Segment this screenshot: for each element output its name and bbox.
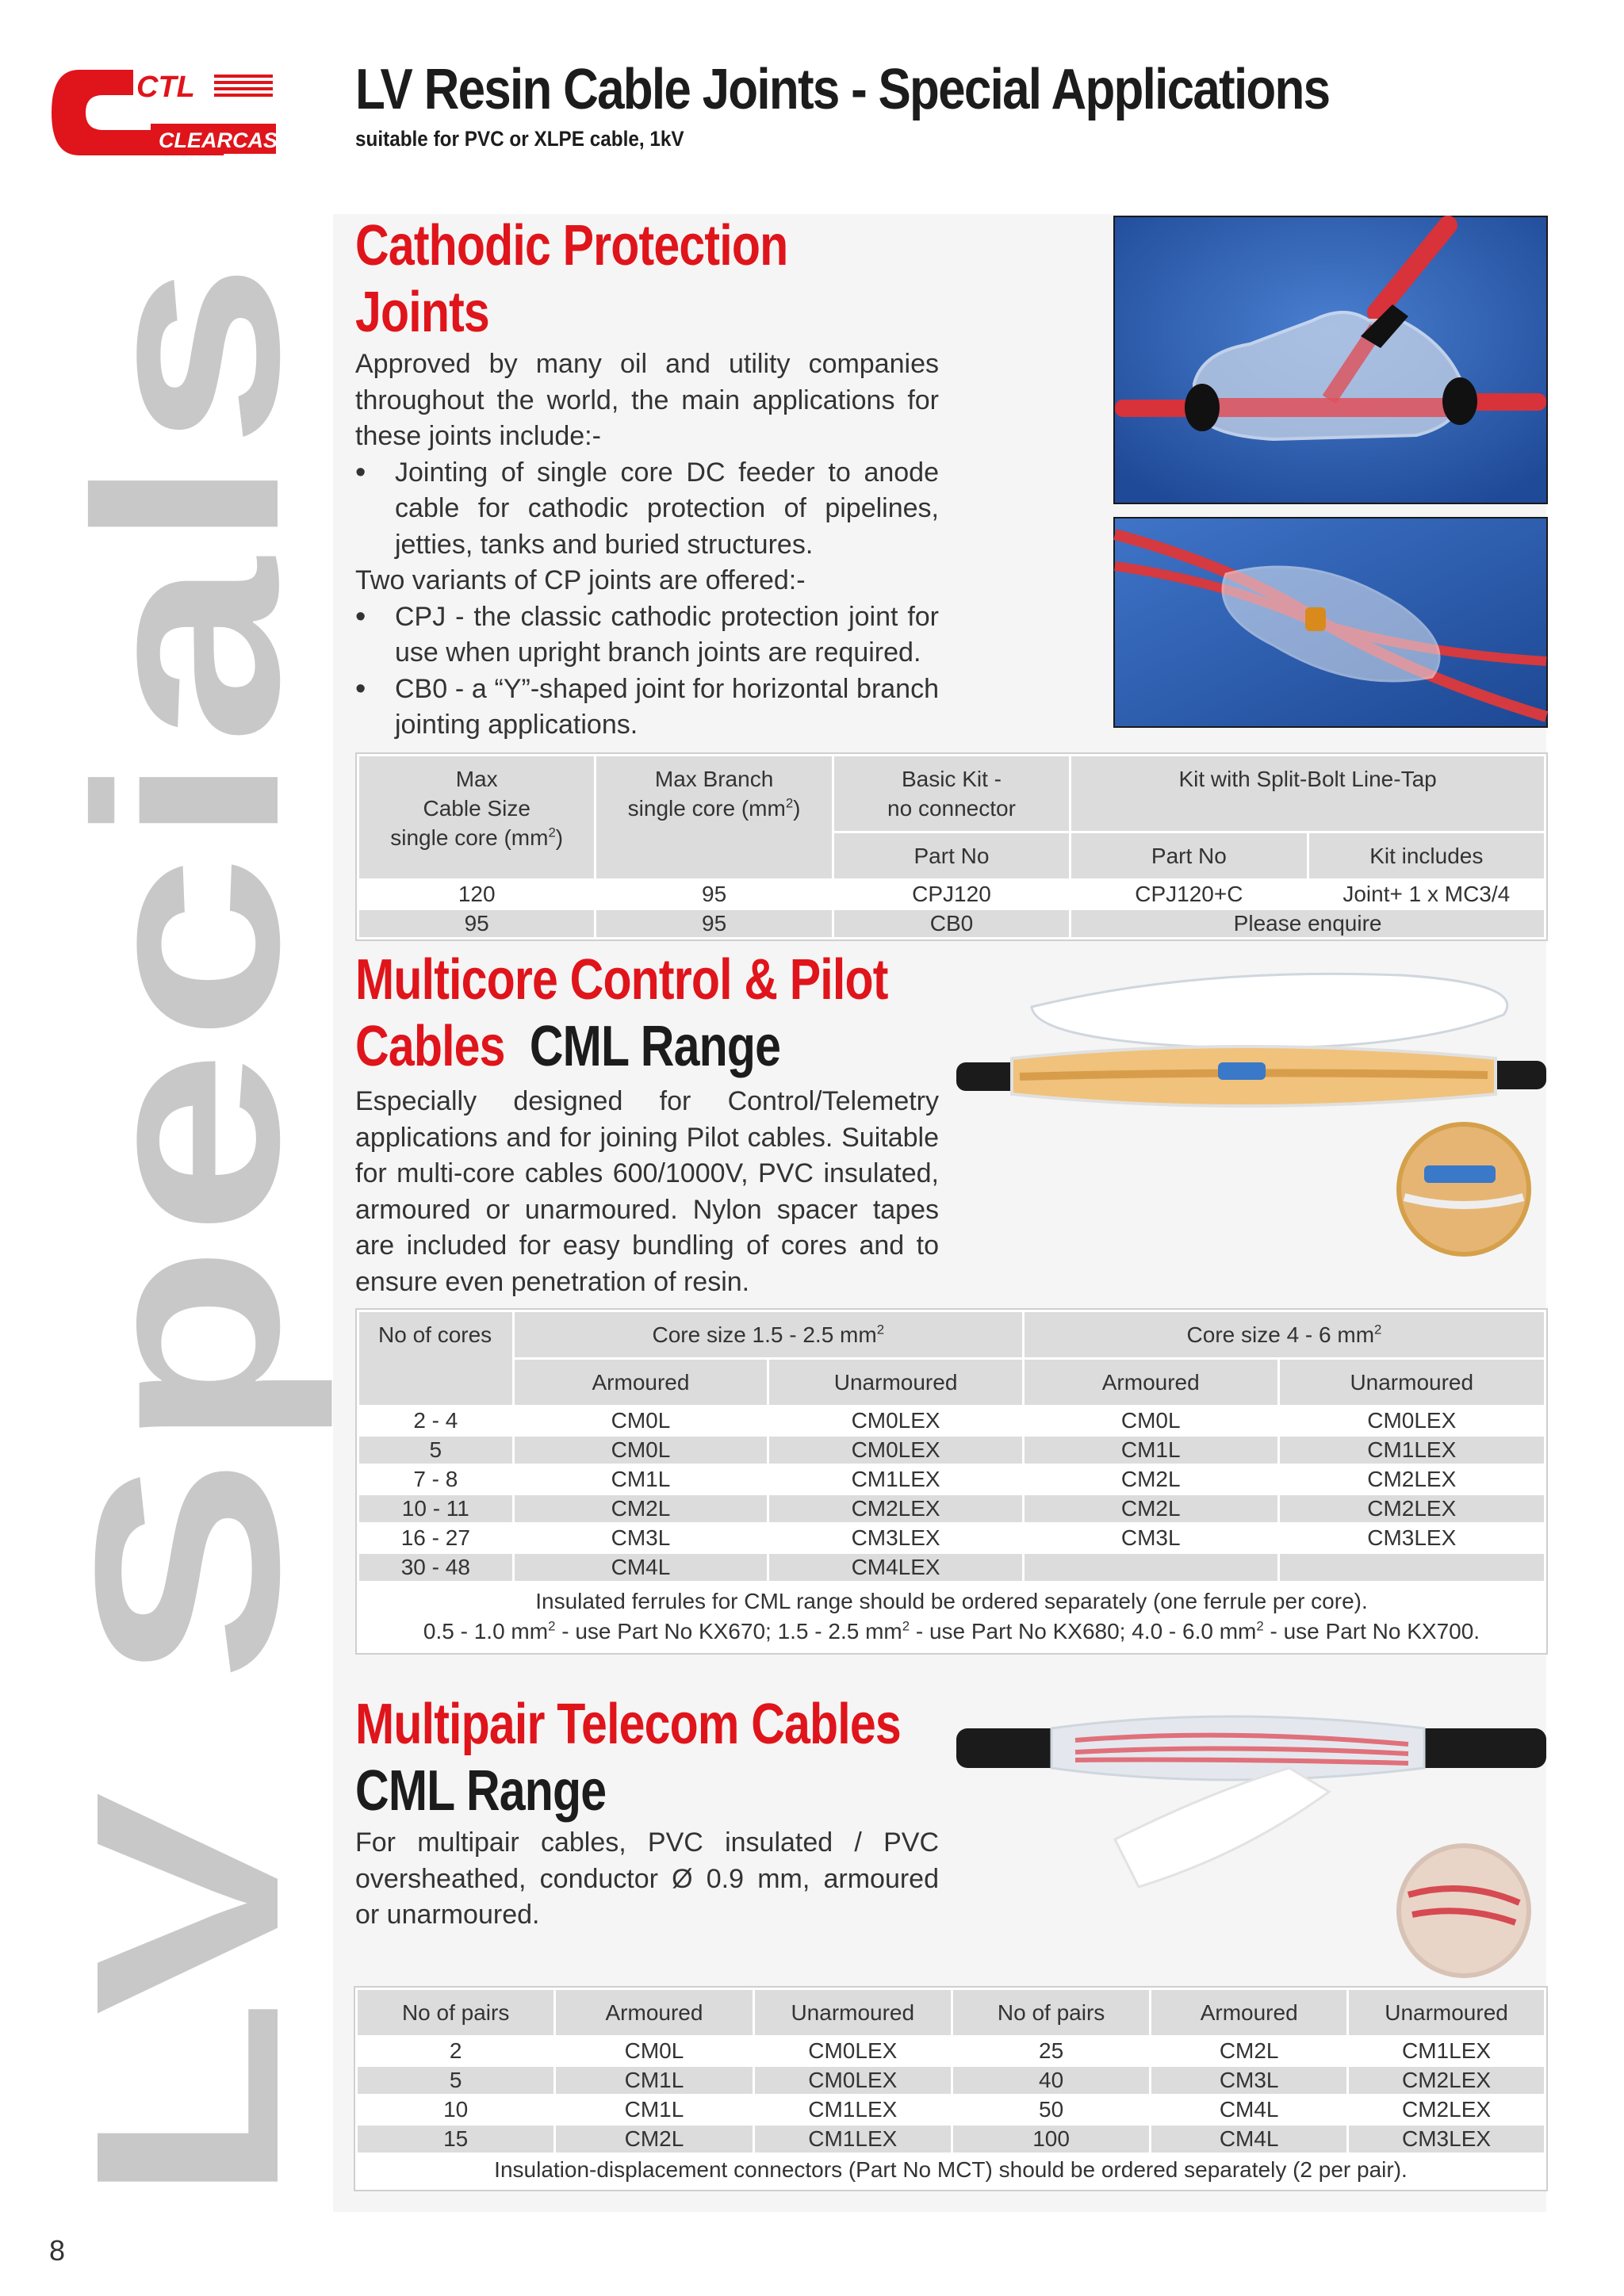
table-row bbox=[359, 1437, 1544, 1464]
table-cell: CM0LEX bbox=[808, 2038, 898, 2063]
table-cell: CM1LEX bbox=[1280, 1437, 1544, 1464]
header-text: Max Branch bbox=[654, 767, 774, 791]
table-cell: CM3L bbox=[1151, 2067, 1346, 2094]
table-cell: CM3L bbox=[1120, 1525, 1181, 1550]
col-armoured-1: Armoured bbox=[515, 1360, 768, 1405]
header-text: Cable Size bbox=[423, 796, 530, 821]
col-basic-kit bbox=[834, 756, 1069, 831]
table-cell: CM2L bbox=[1120, 1467, 1181, 1491]
table-cell: Please enquire bbox=[1071, 910, 1544, 937]
table-cell: CM3LEX bbox=[851, 1525, 940, 1550]
superscript: 2 bbox=[785, 795, 794, 811]
page-title: LV Resin Cable Joints - Special Applications bbox=[355, 58, 1330, 121]
side-label-text: LV Specials bbox=[40, 684, 333, 2204]
table-cell: CM1L bbox=[1025, 1437, 1277, 1464]
table-row bbox=[359, 1525, 1544, 1552]
table-cell: CM0L bbox=[515, 1437, 768, 1464]
table-cell: CM1LEX bbox=[808, 2097, 898, 2122]
table-cell: CM4L bbox=[1219, 2097, 1279, 2122]
table-row bbox=[358, 2067, 1544, 2094]
table-cell: CM2LEX bbox=[1280, 1495, 1544, 1522]
table-cell: 25 bbox=[1039, 2038, 1064, 2063]
col-unarmoured-2: Unarmoured bbox=[1280, 1360, 1544, 1405]
ctl-clearcast-logo bbox=[48, 63, 291, 159]
table-cell: CM0LEX bbox=[769, 1437, 1022, 1464]
table-cell: 95 bbox=[596, 910, 831, 937]
header-text: Core size 1.5 - 2.5 mm bbox=[652, 1322, 877, 1347]
table-cell: CM1L bbox=[611, 1467, 671, 1491]
multipair-body: For multipair cables, PVC insulated / PVC oversheathed, conductor Ø 0.9 mm, armoured or unarmoured. bbox=[355, 1827, 939, 1930]
table-cell: CM3LEX bbox=[1367, 1525, 1457, 1550]
table-cell bbox=[1025, 1554, 1277, 1581]
multicore-title-red: Cables bbox=[355, 1015, 505, 1078]
table-row bbox=[359, 1466, 1544, 1493]
cathodic-bullet-1: • Jointing of single core DC feeder to anode cable for cathodic protection of pipelines, jetties, tanks and buried structures. bbox=[355, 455, 939, 564]
table-cell: 30 - 48 bbox=[359, 1554, 512, 1581]
page-number: 8 bbox=[49, 2234, 66, 2267]
header-text: single core (mm bbox=[390, 825, 549, 850]
table-cell: 7 - 8 bbox=[413, 1467, 458, 1491]
table-cell: CM1L bbox=[556, 2067, 752, 2094]
note-line-2 bbox=[357, 1617, 1546, 1647]
cathodic-variant-cb0 bbox=[355, 672, 939, 744]
table-cell: 50 bbox=[1039, 2097, 1064, 2122]
table-row bbox=[359, 881, 1544, 908]
multipair-title-red: Multipair Telecom Cables bbox=[355, 1693, 901, 1756]
multicore-title-black: CML Range bbox=[529, 1015, 781, 1078]
multipair-title-black: CML Range bbox=[355, 1759, 607, 1823]
multicore-table-note bbox=[357, 1583, 1546, 1653]
col-unarmoured-1: Unarmoured bbox=[755, 1990, 951, 2035]
table-cell: 10 bbox=[443, 2097, 469, 2122]
col-unarmoured-2: Unarmoured bbox=[1349, 1990, 1544, 2035]
col-max-cable-size: Max Cable Size single core $(mm^2)$ bbox=[359, 756, 594, 878]
multipair-table bbox=[354, 1986, 1548, 2191]
multicore-title bbox=[355, 947, 888, 1080]
table-cell: CM2L bbox=[556, 2126, 752, 2152]
variant-code: CB0 bbox=[395, 673, 448, 704]
table-cell: 100 bbox=[953, 2126, 1149, 2152]
superscript: 2 bbox=[1374, 1322, 1382, 1337]
multipair-joint-photo bbox=[956, 1697, 1546, 1982]
table-cell: CM1LEX bbox=[851, 1467, 940, 1491]
variant-text: - a “Y”-shaped joint for horizontal branch jointing applications. bbox=[395, 673, 939, 740]
col-armoured-1: Armoured bbox=[556, 1990, 752, 2035]
table-cell: CM2L bbox=[515, 1495, 768, 1522]
superscript: 2 bbox=[876, 1322, 885, 1337]
table-cell bbox=[1280, 1554, 1544, 1581]
table-cell: 5 bbox=[358, 2067, 553, 2094]
variant-code: CPJ bbox=[395, 601, 446, 632]
table-cell: CM3L bbox=[611, 1525, 671, 1550]
table-cell: 95 bbox=[359, 910, 594, 937]
side-label bbox=[32, 238, 333, 2220]
table-cell: 40 bbox=[953, 2067, 1149, 2094]
table-cell: CM3LEX bbox=[1349, 2126, 1544, 2152]
multicore-joint-photo bbox=[956, 959, 1546, 1261]
col-core-size-2 bbox=[1025, 1312, 1544, 1357]
multipair-table-note: Insulation-displacement connectors (Part No MCT) should be ordered separately (2 per pair). bbox=[494, 2157, 1408, 2182]
note-line-1: Insulated ferrules for CML range should be ordered separately (one ferrule per core). bbox=[535, 1589, 1368, 1613]
table-cell: CPJ120+C bbox=[1135, 882, 1243, 906]
header-text: no connector bbox=[887, 796, 1016, 821]
table-cell: 2 bbox=[449, 2038, 462, 2063]
cathodic-variants-intro: Two variants of CP joints are offered:- bbox=[355, 565, 806, 595]
table-row bbox=[359, 1495, 1544, 1522]
note-text: 0.5 - 1.0 mm bbox=[423, 1619, 549, 1644]
table-cell: CM1LEX bbox=[755, 2126, 951, 2152]
col-no-of-pairs-2: No of pairs bbox=[953, 1990, 1149, 2035]
table-row bbox=[359, 1554, 1544, 1581]
cb0-joint-photo bbox=[1113, 517, 1548, 728]
superscript: 2 bbox=[902, 1618, 910, 1634]
header-text: Core size 4 - 6 mm bbox=[1186, 1322, 1375, 1347]
table-cell: CM0LEX bbox=[851, 1408, 940, 1433]
col-armoured-2: Armoured bbox=[1151, 1990, 1346, 2035]
table-cell: CM0LEX bbox=[755, 2067, 951, 2094]
table-cell: 95 bbox=[702, 882, 727, 906]
col-no-of-pairs-1: No of pairs bbox=[358, 1990, 553, 2035]
table-cell: CM4L bbox=[1151, 2126, 1346, 2152]
table-cell: 15 bbox=[358, 2126, 553, 2152]
table-cell: CM4L bbox=[515, 1554, 768, 1581]
table-cell: CPJ120 bbox=[912, 882, 991, 906]
cathodic-variant-cpj bbox=[355, 599, 939, 672]
variant-text: - the classic cathodic protection joint for use when upright branch joints are required. bbox=[395, 601, 939, 668]
table-cell: CM0L bbox=[611, 1408, 671, 1433]
logo-ctl-text: CTL bbox=[136, 71, 195, 104]
col-max-branch: Max Branch single core $(mm^2)$ bbox=[596, 756, 831, 878]
header-text: single core (mm bbox=[627, 796, 786, 821]
cathodic-table bbox=[355, 752, 1548, 941]
note-text: - use Part No KX700. bbox=[1263, 1619, 1480, 1644]
superscript: 2 bbox=[548, 1618, 556, 1634]
multicore-title-line1: Multicore Control & Pilot bbox=[355, 948, 888, 1012]
table-cell: CM2LEX bbox=[1349, 2067, 1544, 2094]
cathodic-body bbox=[355, 346, 939, 744]
col-unarmoured-1: Unarmoured bbox=[769, 1360, 1022, 1405]
header-text: Basic Kit - bbox=[901, 767, 1002, 791]
table-cell: 10 - 11 bbox=[359, 1495, 512, 1522]
col-core-size-1 bbox=[515, 1312, 1022, 1357]
table-row bbox=[358, 2096, 1544, 2123]
page-subtitle: suitable for PVC or XLPE cable, 1kV bbox=[355, 127, 684, 151]
col-no-of-cores: No of cores bbox=[359, 1312, 512, 1405]
multipair-title bbox=[355, 1691, 901, 1824]
col-armoured-2: Armoured bbox=[1025, 1360, 1277, 1405]
table-cell: CM1LEX bbox=[1402, 2038, 1492, 2063]
table-cell: CM2LEX bbox=[1367, 1467, 1457, 1491]
logo-clearcast-text: CLEARCAST bbox=[159, 128, 291, 152]
table-cell: CM4LEX bbox=[769, 1554, 1022, 1581]
cathodic-title-line1: Cathodic Protection bbox=[355, 214, 788, 277]
table-cell: CM2LEX bbox=[769, 1495, 1022, 1522]
cathodic-title bbox=[355, 212, 787, 346]
table-row bbox=[359, 910, 1544, 937]
cathodic-intro: Approved by many oil and utility companies throughout the world, the main applications for these joints include:- bbox=[355, 349, 939, 451]
table-cell: 120 bbox=[458, 882, 496, 906]
multicore-table bbox=[355, 1308, 1548, 1655]
cathodic-title-line2: Joints bbox=[355, 281, 489, 344]
table-row bbox=[359, 1407, 1544, 1434]
col-part-no-2: Part No bbox=[1071, 833, 1306, 878]
table-cell: 16 - 27 bbox=[400, 1525, 470, 1550]
superscript: 2 bbox=[1256, 1618, 1264, 1634]
table-cell: CM2L bbox=[1219, 2038, 1279, 2063]
note-text: - use Part No KX670; 1.5 - 2.5 mm bbox=[555, 1619, 902, 1644]
table-row bbox=[358, 2126, 1544, 2152]
table-cell: CM0L bbox=[1120, 1408, 1181, 1433]
table-cell: CM0L bbox=[624, 2038, 684, 2063]
cpj-joint-photo bbox=[1113, 216, 1548, 504]
note-text: - use Part No KX680; 4.0 - 6.0 mm bbox=[910, 1619, 1257, 1644]
table-cell: Joint+ 1 x MC3/4 bbox=[1342, 882, 1511, 906]
superscript: 2 bbox=[548, 825, 556, 840]
table-row bbox=[358, 2038, 1544, 2064]
header-text: Max bbox=[455, 767, 498, 791]
col-part-no: Part No bbox=[834, 833, 1069, 878]
table-cell: CM1L bbox=[624, 2097, 684, 2122]
table-cell: 5 bbox=[359, 1437, 512, 1464]
multicore-title-line2 bbox=[355, 1013, 888, 1080]
col-split-bolt-kit: Kit with Split-Bolt Line-Tap bbox=[1071, 756, 1544, 831]
multicore-body: Especially designed for Control/Telemetry applications and for joining Pilot cables. Suitable for multi-core cables 600/1000V, PVC insulated, armoured or unarmoured. Nylon spacer tapes are included for easy bundling of cores and to ensure even penetration of resin. bbox=[355, 1086, 939, 1297]
table-cell: CM2LEX bbox=[1402, 2097, 1492, 2122]
table-cell: CM0LEX bbox=[1367, 1408, 1457, 1433]
table-cell: 2 - 4 bbox=[413, 1408, 458, 1433]
table-cell: CM2L bbox=[1025, 1495, 1277, 1522]
col-kit-includes: Kit includes bbox=[1309, 833, 1544, 878]
table-cell: CB0 bbox=[834, 910, 1069, 937]
